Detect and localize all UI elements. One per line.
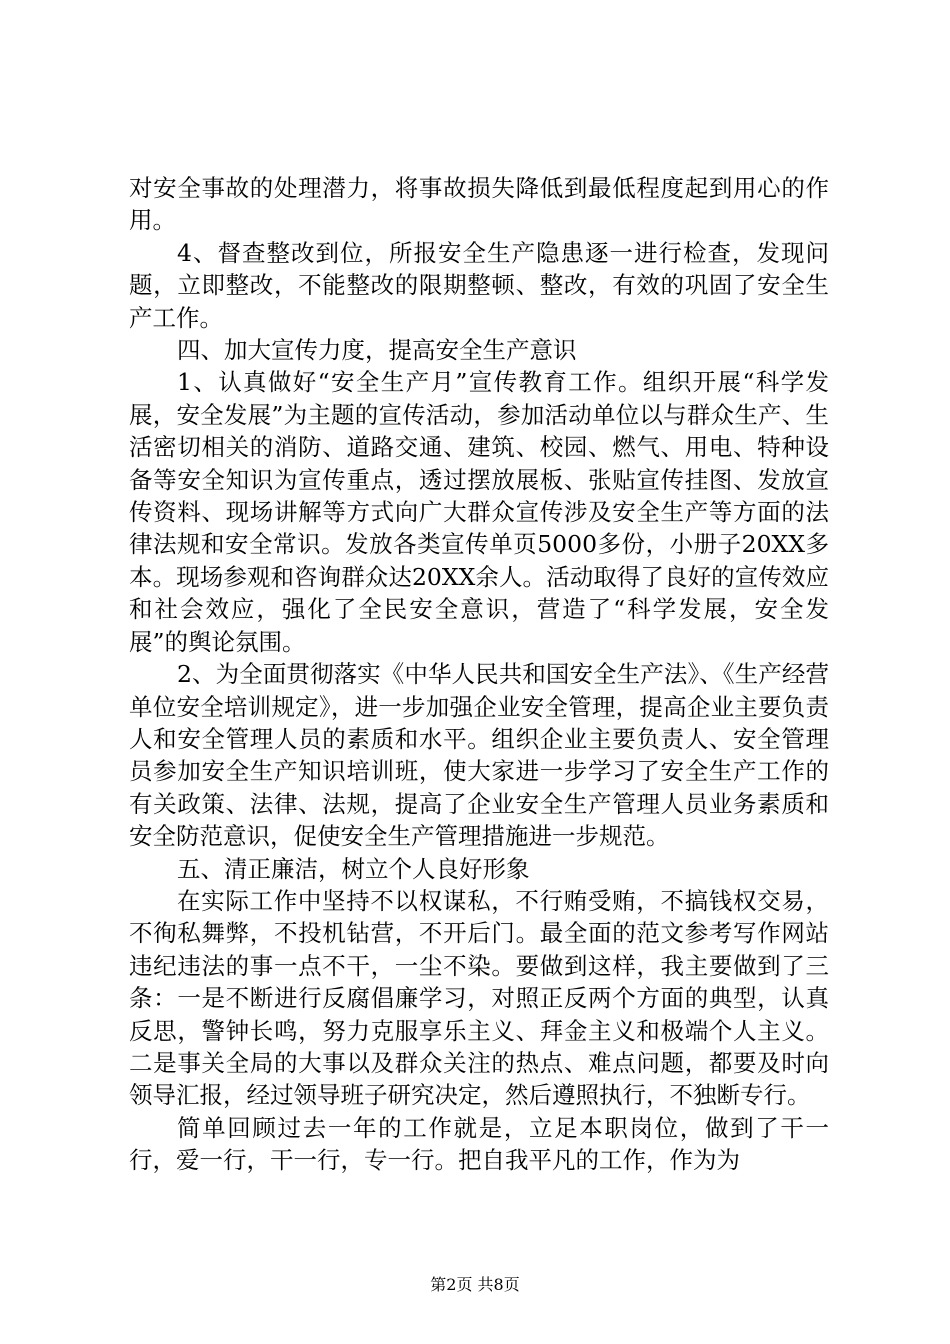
paragraph-2: 4、督查整改到位，所报安全生产隐患逐一进行检查，发现问题，立即整改，不能整改的限期整顿、整改，有效的巩固了安全生产工作。 — [129, 238, 829, 332]
paragraph-5: 在实际工作中坚持不以权谋私，不行贿受贿，不搞钱权交易，不徇私舞弊，不投机钻营，不开后门。最全面的范文参考写作网站违纪违法的事一点不干，一尘不染。要做到这样，我主要做到了三条：一是不断进行反腐倡廉学习，对照正反两个方面的典型，认真反思，警钟长鸣，努力克服享乐主义、拜金主义和极端个人主义。二是事关全局的大事以及群众关注的热点、难点问题，都要及时向领导汇报，经过领导班子研究决定，然后遵照执行，不独断专行。 — [129, 886, 829, 1110]
paragraph-3: 1、认真做好“安全生产月”宣传教育工作。组织开展“科学发展，安全发展”为主题的宣传活动，参加活动单位以与群众生产、生活密切相关的消防、道路交通、建筑、校园、燃气、用电、特种设备等安全知识为宣传重点，透过摆放展板、张贴宣传挂图、发放宣传资料、现场讲解等方式向广大群众宣传涉及安全生产等方面的法律法规和安全常识。发放各类宣传单页5000多份，小册子20XX多本。现场参观和咨询群众达20XX余人。活动取得了良好的宣传效应和社会效应，强化了全民安全意识，营造了“科学发展，安全发展”的舆论氛围。 — [129, 368, 829, 656]
paragraph-4: 2、为全面贯彻落实《中华人民共和国安全生产法》、《生产经营单位安全培训规定》，进一步加强企业安全管理，提高企业主要负责人和安全管理人员的素质和水平。组织企业主要负责人、安全管理员参加安全生产知识培训班，使大家进一步学习了安全生产工作的有关政策、法律、法规，提高了企业安全生产管理人员业务素质和安全防范意识，促使安全生产管理措施进一步规范。 — [129, 660, 829, 851]
page-number-footer: 第2页 共8页 — [430, 1275, 520, 1294]
paragraph-6: 简单回顾过去一年的工作就是，立足本职岗位，做到了干一行，爱一行，干一行，专一行。把自我平凡的工作，作为为 — [129, 1113, 829, 1175]
document-body — [129, 172, 829, 1177]
section-heading-4: 四、加大宣传力度，提高安全生产意识 — [177, 336, 577, 365]
paragraph-1: 对安全事故的处理潜力，将事故损失降低到最低程度起到用心的作用。 — [129, 174, 829, 235]
section-heading-5: 五、清正廉洁，树立个人良好形象 — [177, 854, 530, 883]
